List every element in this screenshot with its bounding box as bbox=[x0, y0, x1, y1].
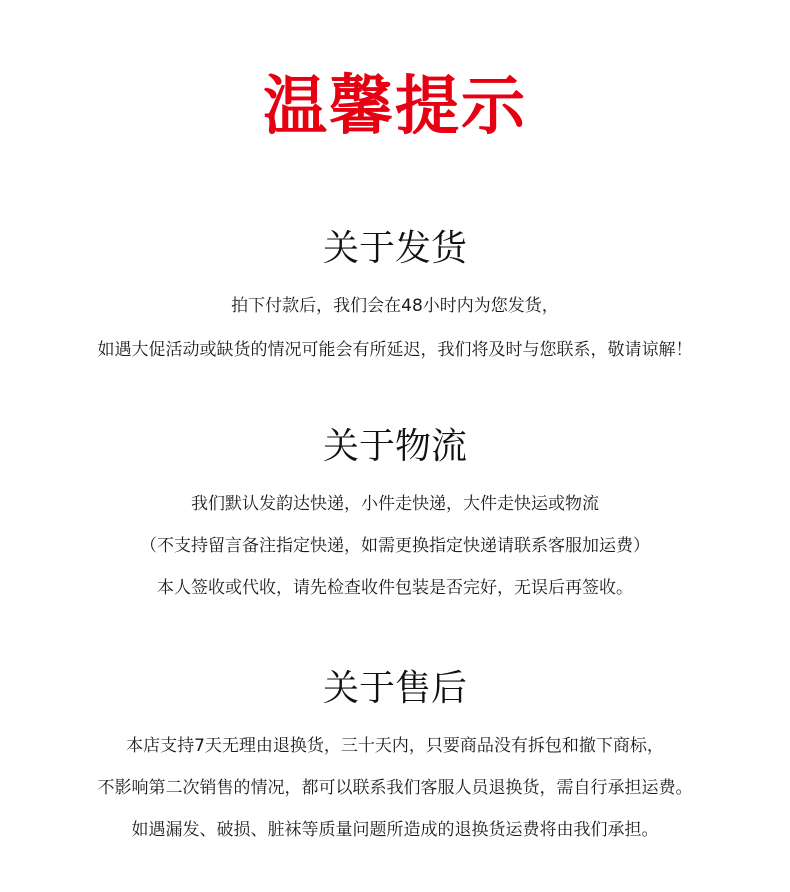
logistics-line-3: 本人签收或代收，请先检查收件包装是否完好，无误后再签收。 bbox=[157, 578, 633, 598]
logistics-line-1: 我们默认发韵达快递，小件走快递，大件走快运或物流 bbox=[191, 494, 599, 514]
shipping-line-2: 如遇大促活动或缺货的情况可能会有所延迟，我们将及时与您联系，敬请谅解！ bbox=[97, 340, 693, 360]
after-sales-line-1: 本店支持7天无理由退换货，三十天内，只要商品没有拆包和撤下商标， bbox=[126, 736, 664, 756]
after-sales-line-3: 如遇漏发、破损、脏袜等质量问题所造成的退换货运费将由我们承担。 bbox=[131, 820, 659, 840]
section-heading-logistics: 关于物流 bbox=[322, 426, 467, 467]
after-sales-line-2: 不影响第二次销售的情况，都可以联系我们客服人员退换货，需自行承担运费。 bbox=[97, 778, 693, 798]
section-heading-shipping: 关于发货 bbox=[322, 228, 467, 269]
page-title: 温馨提示 bbox=[263, 70, 527, 144]
logistics-line-2: （不支持留言备注指定快递，如需更换指定快递请联系客服加运费） bbox=[140, 536, 650, 556]
section-heading-after-sales: 关于售后 bbox=[322, 668, 467, 709]
shipping-line-1: 拍下付款后，我们会在48小时内为您发货， bbox=[231, 296, 559, 316]
